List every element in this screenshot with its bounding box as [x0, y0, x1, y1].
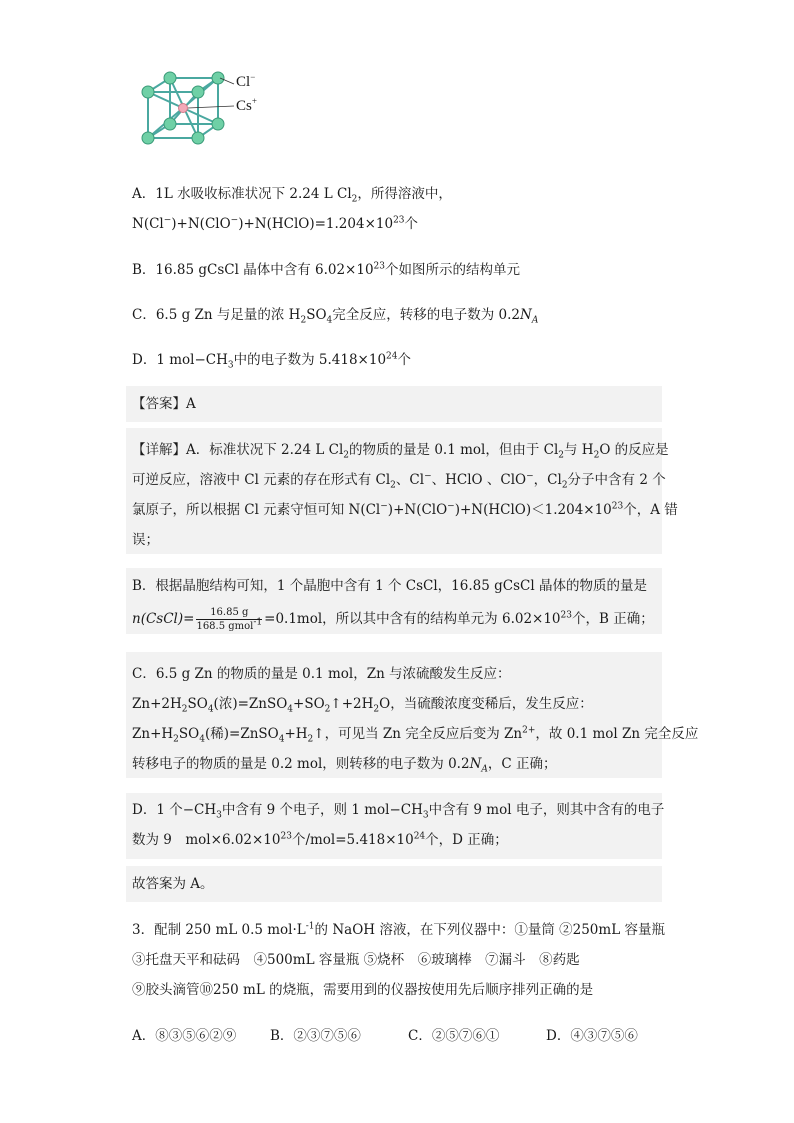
- detail-c-line3: $Zn+H_2SO_4$(稀)$=ZnSO_4+H_2↑$，可见当 Zn 完全反应后变为 $Zn^{2+}$，故 0.1 mol Zn 完全反应: [132, 725, 699, 745]
- question3-options: [132, 1026, 638, 1046]
- detail-c-line4: 转移电子的物质的量是 0.2 mol，则转移的电子数为 $0.2N_A$，C 正确；: [132, 756, 557, 775]
- option-a-line1: A．1L 水吸收标准状况下 2.24 L $Cl_2$，所得溶液中，: [132, 186, 452, 205]
- detail-d-line2: 数为 9 $mol\times 6.02\times 10^{23}$个$/mol=5.418\times 10^{24}$个，D 正确；: [132, 831, 508, 848]
- question3-line2: ③托盘天平和砝码 ④500mL 容量瓶 ⑤烧杯 ⑥玻璃棒 ⑦漏斗 ⑧药匙: [132, 952, 580, 968]
- q3-option-d[interactable]: D．④③⑦⑤⑥: [546, 1028, 638, 1044]
- detail-c-line2: $Zn+2H_2SO_4$(浓)$=ZnSO_4+SO_2↑+2H_2O$，当硫酸浓度变稀后，发生反应：: [132, 696, 593, 715]
- option-b: B．16.85 gCsCl 晶体中含有 $6.02\times 10^{23}$个如图所示的结构单元: [132, 261, 520, 278]
- cscl-crystal-figure: [134, 68, 274, 158]
- answer-block: [126, 386, 662, 422]
- detail-a-line4: 误；: [132, 532, 159, 548]
- cl-label: Cl−: [236, 72, 256, 90]
- q3-option-a[interactable]: A．⑧③⑤⑥②⑨: [132, 1028, 237, 1044]
- detail-a-line3: 氯原子，所以根据 Cl 元素守恒可知 $N(Cl^-)+N(ClO^-)+N(HClO)<1.204\times 10^{23}$个，A 错: [132, 501, 678, 518]
- cs-label: Cs+: [236, 96, 257, 114]
- option-c: C．6.5 g Zn 与足量的浓 $H_2SO_4$完全反应，转移的电子数为 $0.2N_A$: [132, 307, 539, 326]
- molar-fraction: $\frac{16.85 g}{168.5 gmol^{-1}}$: [196, 607, 263, 632]
- question3-line3: ⑨胶头滴管⑩250 mL 的烧瓶，需要用到的仪器按使用先后顺序排列正确的是: [132, 982, 594, 998]
- option-a-line2: $N(Cl^-)+N(ClO^-)+N(HClO)=1.204\times 10^{23}$个: [132, 215, 419, 232]
- detail-c-line1: C．6.5 g Zn 的物质的量是 0.1 mol，Zn 与浓硫酸发生反应：: [132, 666, 511, 682]
- detail-b-line2: n(CsCl)= $\frac{16.85 g}{168.5 gmol^{-1}}$ =0.1mol，所以其中含有的结构单元为 $6.02\times 10^{23}$个，B 正确；: [132, 607, 654, 632]
- q3-option-c[interactable]: C．②⑤⑦⑥①: [408, 1028, 500, 1044]
- question3-line1: 3．配制 250 mL 0.5 $mol\cdot L^{-1}$的 NaOH 溶液，在下列仪器中：①量筒 ②250mL 容量瓶: [132, 921, 665, 938]
- conclusion-line: 故答案为 A。: [132, 876, 214, 892]
- detail-a-line2: 可逆反应，溶液中 Cl 元素的存在形式有 $Cl_2$、Cl−、HClO 、ClO−，$Cl_2$分子中含有 2 个: [132, 471, 666, 491]
- q3-option-b[interactable]: B．②③⑦⑤⑥: [270, 1028, 361, 1044]
- detail-d-line1: D．1 个$-CH_3$中含有 9 个电子，则 1 $mol-CH_3$中含有 9 mol 电子，则其中含有的电子: [132, 802, 665, 821]
- answer-line: 【答案】A: [132, 396, 196, 412]
- detail-a-line1: 【详解】A．标准状况下 2.24 L $Cl_2$的物质的量是 0.1 mol，但由于 $Cl_2$与 $H_2O$ 的反应是: [132, 442, 669, 461]
- detail-b-line1: B．根据晶胞结构可知，1 个晶胞中含有 1 个 CsCl，16.85 gCsCl 晶体的物质的量是: [132, 578, 647, 594]
- option-d: D．1 $mol-CH_3$中的电子数为 $5.418\times 10^{24}$个: [132, 351, 411, 371]
